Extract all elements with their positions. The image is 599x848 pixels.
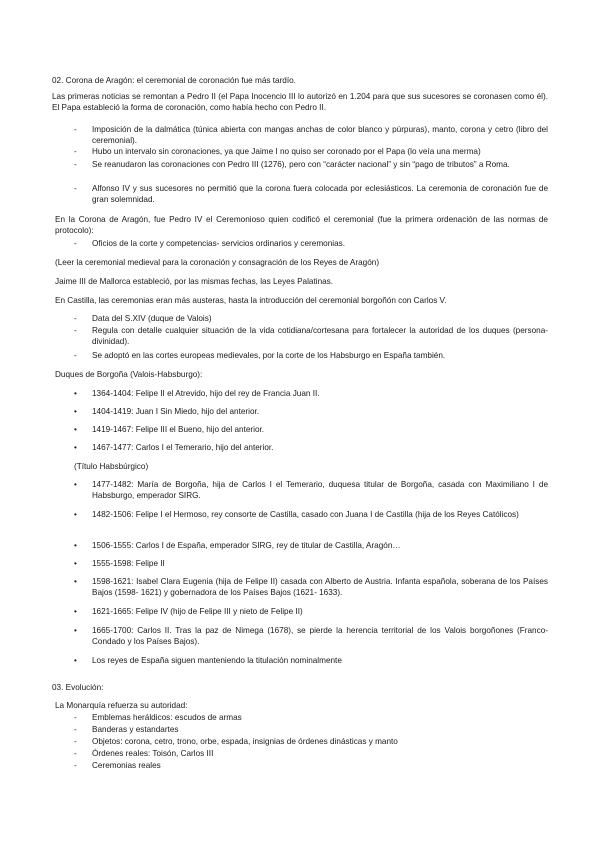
habsburg-item: 1477-1482: María de Borgoña, hija de Carlos I el Temerario, duquesa titular de Borgoña, casada con Maximiliano I de Habsburgo, emperador SIRG. [92,480,548,500]
duke-item: 1404-1419: Juan I Sin Miedo, hijo del anterior. [92,407,260,416]
dash-bullet: - [74,761,77,770]
list-item: Se adoptó en las cortes europeas medievales, por la corte de los Habsburgo en España también. [92,351,446,360]
section-2-paragraph: En la Corona de Aragón, fue Pedro IV el Ceremonioso quien codificó el ceremonial (fue la primera ordenación de las normas de protocolo): [55,215,548,235]
dash-bullet: - [74,749,77,758]
round-bullet: • [74,407,77,416]
list-item: Regula con detalle cualquier situación de la vida cotidiana/cortesana para fortalecer la autoridad de los duques (persona-divinidad). [92,326,548,346]
round-bullet: • [74,577,77,586]
list-item: Se reanudaron las coronaciones con Pedro III (1276), pero con “carácter nacional” y sin “pago de tributos” a Roma. [92,160,510,169]
habsburg-heading: (Título Habsbúrgico) [74,462,149,471]
duke-item: 1419-1467: Felipe III el Bueno, hijo del anterior. [92,425,265,434]
duke-item: 1364-1404: Felipe II el Atrevido, hijo del rey de Francia Juan II. [92,389,320,398]
round-bullet: • [74,541,77,550]
dash-bullet: - [74,184,77,193]
list-item: Imposición de la dalmática (túnica abierta con mangas anchas de color blanco y púrpuras), manto, corona y cetro (libro del ceremonial). [92,125,548,145]
round-bullet: • [74,389,77,398]
note-text: (Leer la ceremonial medieval para la coronación y consagración de los Reyes de Aragón) [55,258,380,267]
dash-bullet: - [74,737,77,746]
habsburg-item: 1482-1506: Felipe I el Hermoso, rey consorte de Castilla, casado con Juana I de Castilla (hija de los Reyes Católicos) [92,510,519,519]
round-bullet: • [74,443,77,452]
round-bullet: • [74,656,77,665]
dash-bullet: - [74,314,77,323]
round-bullet: • [74,559,77,568]
section-3-heading: 03. Evolución: [52,683,104,692]
dash-bullet: - [74,351,77,360]
habsburg-item: 1555-1598: Felipe II [92,559,165,568]
habsburg-item: 1506-1555: Carlos I de España, emperador SIRG, rey de titular de Castilla, Aragón… [92,541,401,550]
round-bullet: • [74,510,77,519]
habsburg-item: 1598-1621: Isabel Clara Eugenia (hija de Felipe II) casada con Alberto de Austria. Infanta española, soberana de los Países Bajos (1598- 1621) y gobernadora de los Países Bajos (1621- 1633). [92,577,548,597]
dukes-heading: Duques de Borgoña (Valois-Habsburgo): [55,370,203,379]
list-item: Oficios de la corte y competencias- servicios ordinarios y ceremonias. [92,239,346,248]
castilla-text: En Castilla, las ceremonias eran más austeras, hasta la introducción del ceremonial borgoñón con Carlos V. [55,296,447,305]
habsburg-item: Los reyes de España siguen manteniendo la titulación nominalmente [92,656,342,665]
list-item: Alfonso IV y sus sucesores no permitió que la corona fuera colocada por eclesiásticos. La ceremonia de coronación fue de gran solemnidad. [92,184,548,204]
round-bullet: • [74,607,77,616]
list-item: Hubo un intervalo sin coronaciones, ya que Jaime I no quiso ser coronado por el Papa (lo veía una merma) [92,147,481,156]
list-item: Data del S.XIV (duque de Valois) [92,314,212,323]
habsburg-item: 1665-1700: Carlos II. Tras la paz de Nimega (1678), se pierde la herencia territorial de los Valois borgoñones (Franco-Condado y los Países Bajos). [92,626,548,646]
list-item: Ceremonias reales [92,761,161,770]
duke-item: 1467-1477: Carlos I el Temerario, hijo del anterior. [92,443,274,452]
section-3-intro: La Monarquía refuerza su autoridad: [55,701,188,710]
dash-bullet: - [74,326,77,335]
dash-bullet: - [74,725,77,734]
dash-bullet: - [74,239,77,248]
round-bullet: • [74,480,77,489]
section-2-intro: Las primeras noticias se remontan a Pedro II (el Papa Inocencio III lo autorizó en 1.204 para que sus sucesores se coronasen como él). El Papa estableció la forma de coronación, como había hecho con Pedro II. [52,92,548,112]
mallorca-text: Jaime III de Mallorca estableció, por las mismas fechas, las Leyes Palatinas. [55,277,334,286]
dash-bullet: - [74,147,77,156]
round-bullet: • [74,626,77,635]
list-item: Banderas y estandartes [92,725,179,734]
dash-bullet: - [74,125,77,134]
round-bullet: • [74,425,77,434]
dash-bullet: - [74,160,77,169]
list-item: Emblemas heráldicos: escudos de armas [92,713,242,722]
habsburg-item: 1621-1665: Felipe IV (hijo de Felipe III y nieto de Felipe II) [92,607,303,616]
dash-bullet: - [74,713,77,722]
list-item: Órdenes reales: Toisón, Carlos III [92,749,214,758]
section-2-heading: 02. Corona de Aragón: el ceremonial de coronación fue más tardío. [52,76,296,85]
list-item: Objetos: corona, cetro, trono, orbe, espada, insignias de órdenes dinásticas y manto [92,737,398,746]
